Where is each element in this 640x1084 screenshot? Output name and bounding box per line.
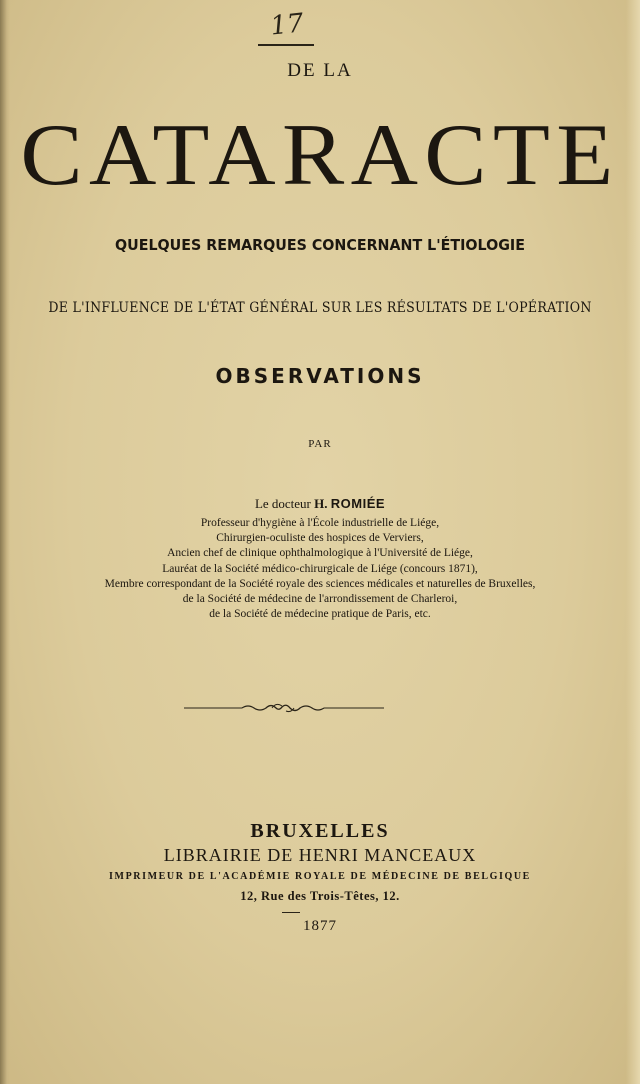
shelfmark-underline: [258, 44, 314, 46]
imprint-address: 12, Rue des Trois-Têtes, 12.: [240, 889, 400, 903]
credential-line: Chirurgien-oculiste des hospices de Verviers,: [216, 532, 424, 545]
pre-title: DE LA: [287, 60, 353, 81]
author-credentials: [0, 516, 640, 622]
credential-line: de la Société de médecine pratique de Paris, etc.: [209, 608, 431, 621]
author-line: [0, 496, 640, 512]
author-prefix: Le docteur: [254, 496, 311, 511]
by-line: PAR: [308, 438, 332, 450]
imprint-year: 1877: [303, 918, 337, 934]
imprint-printer: IMPRIMEUR DE L'ACADÉMIE ROYALE DE MÉDECINE DE BELGIQUE: [109, 871, 531, 882]
imprint-city: BRUXELLES: [250, 820, 390, 842]
credential-line: Ancien chef de clinique ophthalmologique à l'Université de Liége,: [167, 547, 473, 560]
credential-line: Lauréat de la Société médico-chirurgicale de Liége (concours 1871),: [162, 562, 478, 575]
subtitle-observations: OBSERVATIONS: [215, 364, 425, 388]
author-initial: H.: [314, 496, 328, 511]
credential-line: Membre correspondant de la Société royale des sciences médicales et naturelles de Bruxelles,: [104, 577, 536, 590]
imprint-publisher: LIBRAIRIE DE HENRI MANCEAUX: [163, 845, 477, 865]
main-title: CATARACTE: [20, 107, 620, 204]
subtitle-influence: DE L'INFLUENCE DE L'ÉTAT GÉNÉRAL SUR LES RÉSULTATS DE L'OPÉRATION: [48, 300, 592, 316]
ornamental-divider: [184, 700, 384, 716]
credential-line: Professeur d'hygiène à l'École industrielle de Liége,: [200, 517, 440, 529]
author-surname: ROMIÉE: [330, 496, 386, 511]
credential-line: de la Société de médecine de l'arrondissement de Charleroi,: [182, 593, 458, 606]
subtitle-etiology: QUELQUES REMARQUES CONCERNANT L'ÉTIOLOGIE: [115, 236, 525, 254]
year-rule: [282, 912, 300, 913]
handwritten-shelfmark: 17: [268, 8, 306, 42]
